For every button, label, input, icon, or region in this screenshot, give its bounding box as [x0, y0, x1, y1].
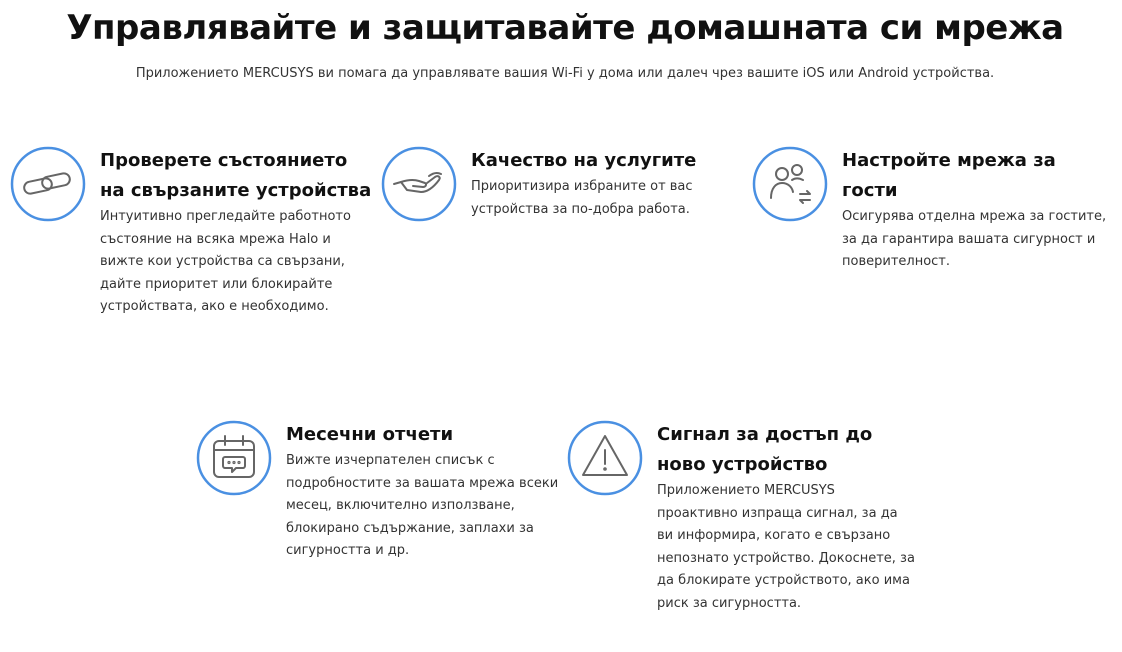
feature-title: Сигнал за достъп до ново устройство [657, 424, 873, 475]
feature-device-status [10, 146, 370, 376]
feature-description: Приоритизира избраните от вас устройства за по-добра работа. [471, 179, 693, 217]
feature-description: Приложението MERCUSYS проактивно изпраща сигнал, за да ви информира, когато е свързано непознато устройство. Докоснете, за да блокирате устройството, ако има риск за сигурността. [657, 483, 915, 611]
page-subtitle: Приложението MERCUSYS ви помага да управлявате вашия Wi-Fi у дома или далеч чрез вашите iOS или Android устройства. [135, 66, 995, 81]
feature-title: Настройте мрежа за гости [842, 150, 1056, 201]
feature-description: Интуитивно прегледайте работното състояние на всяка мрежа Halo и вижте кои устройства са свързани, дайте приоритет или блокирайте устройствата, ако е необходимо. [100, 209, 351, 314]
feature-description: Осигурява отделна мрежа за гостите, за да гарантира вашата сигурност и поверителност. [842, 209, 1107, 269]
feature-new-device-alert [567, 420, 927, 650]
warning-icon [567, 420, 643, 496]
feature-qos [381, 146, 741, 236]
feature-guest-network [752, 146, 1112, 286]
calendar-icon [196, 420, 272, 496]
link-icon [10, 146, 86, 222]
feature-title: Проверете състоянието на свързаните устройства [100, 150, 372, 201]
feature-title: Качество на услугите [471, 150, 697, 171]
feature-description: Вижте изчерпателен списък с подробностите за вашата мрежа всеки месец, включително използване, блокирано съдържание, заплахи за сигурността и др. [286, 453, 559, 558]
guests-icon [752, 146, 828, 222]
page-title: Управлявайте и защитавайте домашната си мрежа [66, 8, 1064, 48]
feature-title: Месечни отчети [286, 424, 454, 445]
feature-monthly-reports [196, 420, 566, 570]
hand-icon [381, 146, 457, 222]
